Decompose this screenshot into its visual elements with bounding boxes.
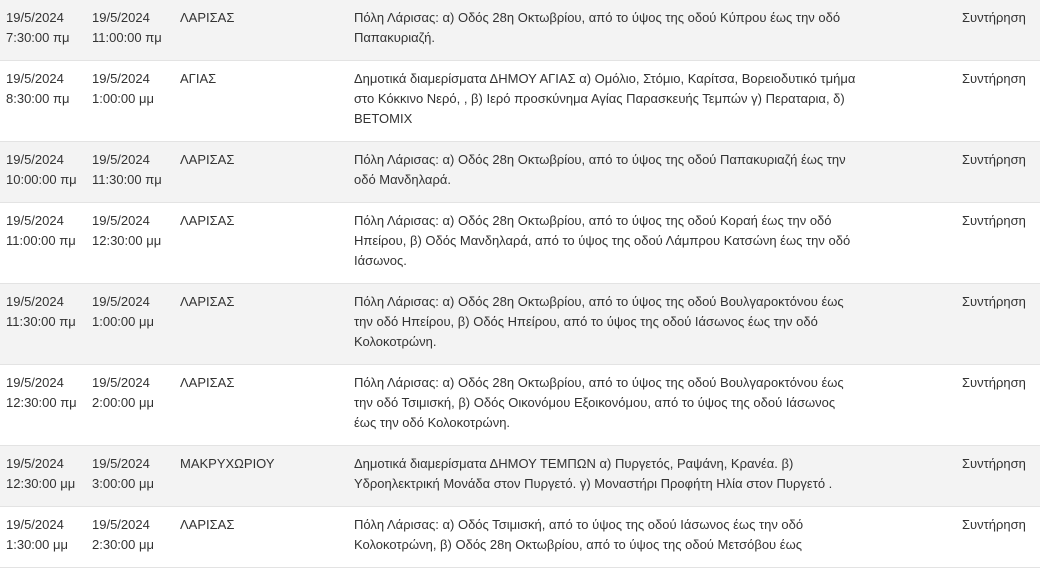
start-time-cell: 19/5/2024 8:30:00 πμ <box>0 61 92 142</box>
start-time-cell: 19/5/2024 1:30:00 μμ <box>0 507 92 568</box>
area-cell: ΛΑΡΙΣΑΣ <box>180 0 354 61</box>
start-time-cell: 19/5/2024 12:30:00 πμ <box>0 365 92 446</box>
start-time-cell: 19/5/2024 11:30:00 πμ <box>0 284 92 365</box>
table-row <box>0 61 1040 142</box>
table-row <box>0 0 1040 61</box>
start-time-cell: 19/5/2024 10:00:00 πμ <box>0 142 92 203</box>
end-time-cell: 19/5/2024 2:00:00 μμ <box>92 365 180 446</box>
description-cell: Πόλη Λάρισας: α) Οδός Τσιμισκή, από το ύψος της οδού Ιάσωνος έως την οδό Κολοκοτρώνη, β) Οδός 28η Οκτωβρίου, από το ύψος της οδού Μετσόβου έως <box>354 507 962 568</box>
area-cell: ΜΑΚΡΥΧΩΡΙΟΥ <box>180 446 354 507</box>
reason-cell: Συντήρηση <box>962 203 1040 284</box>
start-time-cell: 19/5/2024 7:30:00 πμ <box>0 0 92 61</box>
end-time-cell: 19/5/2024 11:30:00 πμ <box>92 142 180 203</box>
table-row <box>0 142 1040 203</box>
area-cell: ΑΓΙΑΣ <box>180 61 354 142</box>
area-cell: ΛΑΡΙΣΑΣ <box>180 284 354 365</box>
end-time-cell: 19/5/2024 11:00:00 πμ <box>92 0 180 61</box>
table-row <box>0 284 1040 365</box>
description-cell: Πόλη Λάρισας: α) Οδός 28η Οκτωβρίου, από το ύψος της οδού Παπακυριαζή έως την οδό Μανδηλαρά. <box>354 142 962 203</box>
area-cell: ΛΑΡΙΣΑΣ <box>180 142 354 203</box>
reason-cell: Συντήρηση <box>962 507 1040 568</box>
description-cell: Πόλη Λάρισας: α) Οδός 28η Οκτωβρίου, από το ύψος της οδού Βουλγαροκτόνου έως την οδό Τσιμισκή, β) Οδός Οικονόμου Εξοικονόμου, από το ύψος της οδού Ιάσωνος έως την οδό Κολοκοτρώνη. <box>354 365 962 446</box>
end-time-cell: 19/5/2024 12:30:00 μμ <box>92 203 180 284</box>
description-cell: Πόλη Λάρισας: α) Οδός 28η Οκτωβρίου, από το ύψος της οδού Κοραή έως την οδό Ηπείρου, β) Οδός Μανδηλαρά, από το ύψος της οδού Λάμπρου Κατσώνη έως την οδό Ιάσωνος. <box>354 203 962 284</box>
table-row <box>0 365 1040 446</box>
reason-cell: Συντήρηση <box>962 284 1040 365</box>
description-cell: Δημοτικά διαμερίσματα ΔΗΜΟΥ ΤΕΜΠΩΝ α) Πυργετός, Ραψάνη, Κρανέα. β) Υδροηλεκτρική Μονάδα στον Πυργετό. γ) Μοναστήρι Προφήτη Ηλία στον Πυργετό . <box>354 446 962 507</box>
area-cell: ΛΑΡΙΣΑΣ <box>180 203 354 284</box>
start-time-cell: 19/5/2024 12:30:00 μμ <box>0 446 92 507</box>
reason-cell: Συντήρηση <box>962 142 1040 203</box>
description-cell: Πόλη Λάρισας: α) Οδός 28η Οκτωβρίου, από το ύψος της οδού Βουλγαροκτόνου έως την οδό Ηπείρου, β) Οδός Ηπείρου, από το ύψος της οδού Ιάσωνος έως την οδό Κολοκοτρώνη. <box>354 284 962 365</box>
area-cell: ΛΑΡΙΣΑΣ <box>180 365 354 446</box>
end-time-cell: 19/5/2024 3:00:00 μμ <box>92 446 180 507</box>
reason-cell: Συντήρηση <box>962 446 1040 507</box>
area-cell: ΛΑΡΙΣΑΣ <box>180 507 354 568</box>
reason-cell: Συντήρηση <box>962 0 1040 61</box>
description-cell: Πόλη Λάρισας: α) Οδός 28η Οκτωβρίου, από το ύψος της οδού Κύπρου έως την οδό Παπακυριαζή. <box>354 0 962 61</box>
start-time-cell: 19/5/2024 11:00:00 πμ <box>0 203 92 284</box>
reason-cell: Συντήρηση <box>962 365 1040 446</box>
table-row <box>0 203 1040 284</box>
end-time-cell: 19/5/2024 1:00:00 μμ <box>92 284 180 365</box>
table-row <box>0 446 1040 507</box>
end-time-cell: 19/5/2024 2:30:00 μμ <box>92 507 180 568</box>
end-time-cell: 19/5/2024 1:00:00 μμ <box>92 61 180 142</box>
description-cell: Δημοτικά διαμερίσματα ΔΗΜΟΥ ΑΓΙΑΣ α) Ομόλιο, Στόμιο, Καρίτσα, Βορειοδυτικό τμήμα στο Κόκκινο Νερό, , β) Ιερό προσκύνημα Αγίας Παρασκευής Τεμπών γ) Περαταρια, δ) ΒΕΤΟΜΙΧ <box>354 61 962 142</box>
reason-cell: Συντήρηση <box>962 61 1040 142</box>
table-row <box>0 507 1040 568</box>
